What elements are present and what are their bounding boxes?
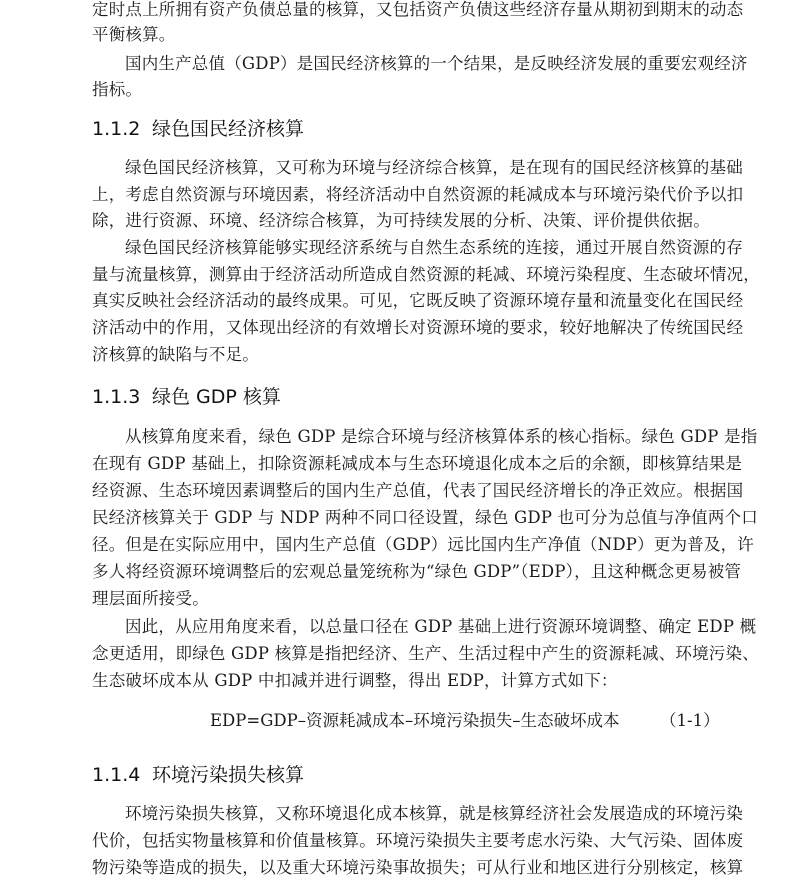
paragraph-line: 绿色国民经济核算，又可称为环境与经济综合核算，是在现有的国民经济核算的基础	[125, 158, 743, 177]
paragraph-line: 理层面所接受。	[92, 589, 209, 608]
paragraph-line: 念更适用，即绿色 GDP 核算是指把经济、生产、生活过程中产生的资源耗减、环境污染、	[92, 644, 759, 663]
section-title: 环境污染损失核算	[152, 764, 305, 786]
section-number: 1.1.2	[92, 118, 141, 140]
section-heading-1-1-3	[92, 385, 281, 409]
section-title: 绿色 GDP 核算	[152, 386, 281, 408]
paragraph-line: 定时点上所拥有资产负债总量的核算，又包括资产负债这些经济存量从期初到期末的动态	[92, 0, 744, 19]
section-heading-1-1-2	[92, 117, 304, 141]
equation: EDP=GDP–资源耗减成本–环境污染损失–生态破坏成本	[210, 711, 620, 730]
paragraph-line: 上，考虑自然资源与环境因素，将经济活动中自然资源的耗减成本与环境污染代价予以扣	[92, 185, 744, 204]
paragraph-line: 环境污染损失核算，又称环境退化成本核算，就是核算经济社会发展造成的环境污染	[125, 804, 743, 823]
section-number: 1.1.3	[92, 386, 141, 408]
paragraph-line: 济活动中的作用，又体现出经济的有效增长对资源环境的要求，较好地解决了传统国民经	[92, 318, 744, 337]
paragraph-line: 指标。	[92, 80, 143, 99]
paragraph-line: 国内生产总值（GDP）是国民经济核算的一个结果，是反映经济发展的重要宏观经济	[125, 54, 748, 73]
paragraph-line: 绿色国民经济核算能够实现经济系统与自然生态系统的连接，通过开展自然资源的存	[125, 238, 743, 257]
paragraph-line: 济核算的缺陷与不足。	[92, 345, 259, 364]
paragraph-line: 物污染等造成的损失，以及重大环境污染事故损失；可从行业和地区进行分别核定，核算	[92, 858, 744, 877]
paragraph-line: 民经济核算关于 GDP 与 NDP 两种不同口径设置，绿色 GDP 也可分为总值与净值两个口	[92, 508, 758, 527]
paragraph-line: 真实反映社会经济活动的最终成果。可见，它既反映了资源环境存量和流量变化在国民经	[92, 291, 744, 310]
paragraph-line: 因此，从应用角度来看，以总量口径在 GDP 基础上进行资源环境调整、确定 EDP 概	[125, 617, 757, 636]
paragraph-line: 径。但是在实际应用中，国内生产总值（GDP）远比国内生产净值（NDP）更为普及，许	[92, 535, 754, 554]
section-number: 1.1.4	[92, 764, 141, 786]
section-heading-1-1-4	[92, 763, 304, 787]
paragraph-line: 代价，包括实物量核算和价值量核算。环境污染损失主要考虑水污染、大气污染、固体废	[92, 831, 744, 850]
paragraph-line: 平衡核算。	[92, 25, 176, 44]
equation-number: （1-1）	[660, 711, 720, 730]
paragraph-line: 生态破坏成本从 GDP 中扣减并进行调整，得出 EDP，计算方式如下：	[92, 671, 618, 690]
paragraph-line: 除，进行资源、环境、经济综合核算，为可持续发展的分析、决策、评价提供依据。	[92, 211, 710, 230]
paragraph-line: 从核算角度来看，绿色 GDP 是综合环境与经济核算体系的核心指标。绿色 GDP 是指	[125, 427, 758, 446]
paragraph-line: 在现有 GDP 基础上，扣除资源耗减成本与生态环境退化成本之后的余额，即核算结果是	[92, 454, 743, 473]
paragraph-line: 量与流量核算，测算由于经济活动所造成自然资源的耗减、环境污染程度、生态破坏情况，	[92, 265, 760, 284]
section-title: 绿色国民经济核算	[152, 118, 305, 140]
paragraph-line: 经资源、生态环境因素调整后的国内生产总值，代表了国民经济增长的净正效应。根据国	[92, 481, 744, 500]
paragraph-line: 多人将经资源环境调整后的宏观总量笼统称为“绿色 GDP”（EDP），且这种概念更易被管	[92, 562, 742, 581]
